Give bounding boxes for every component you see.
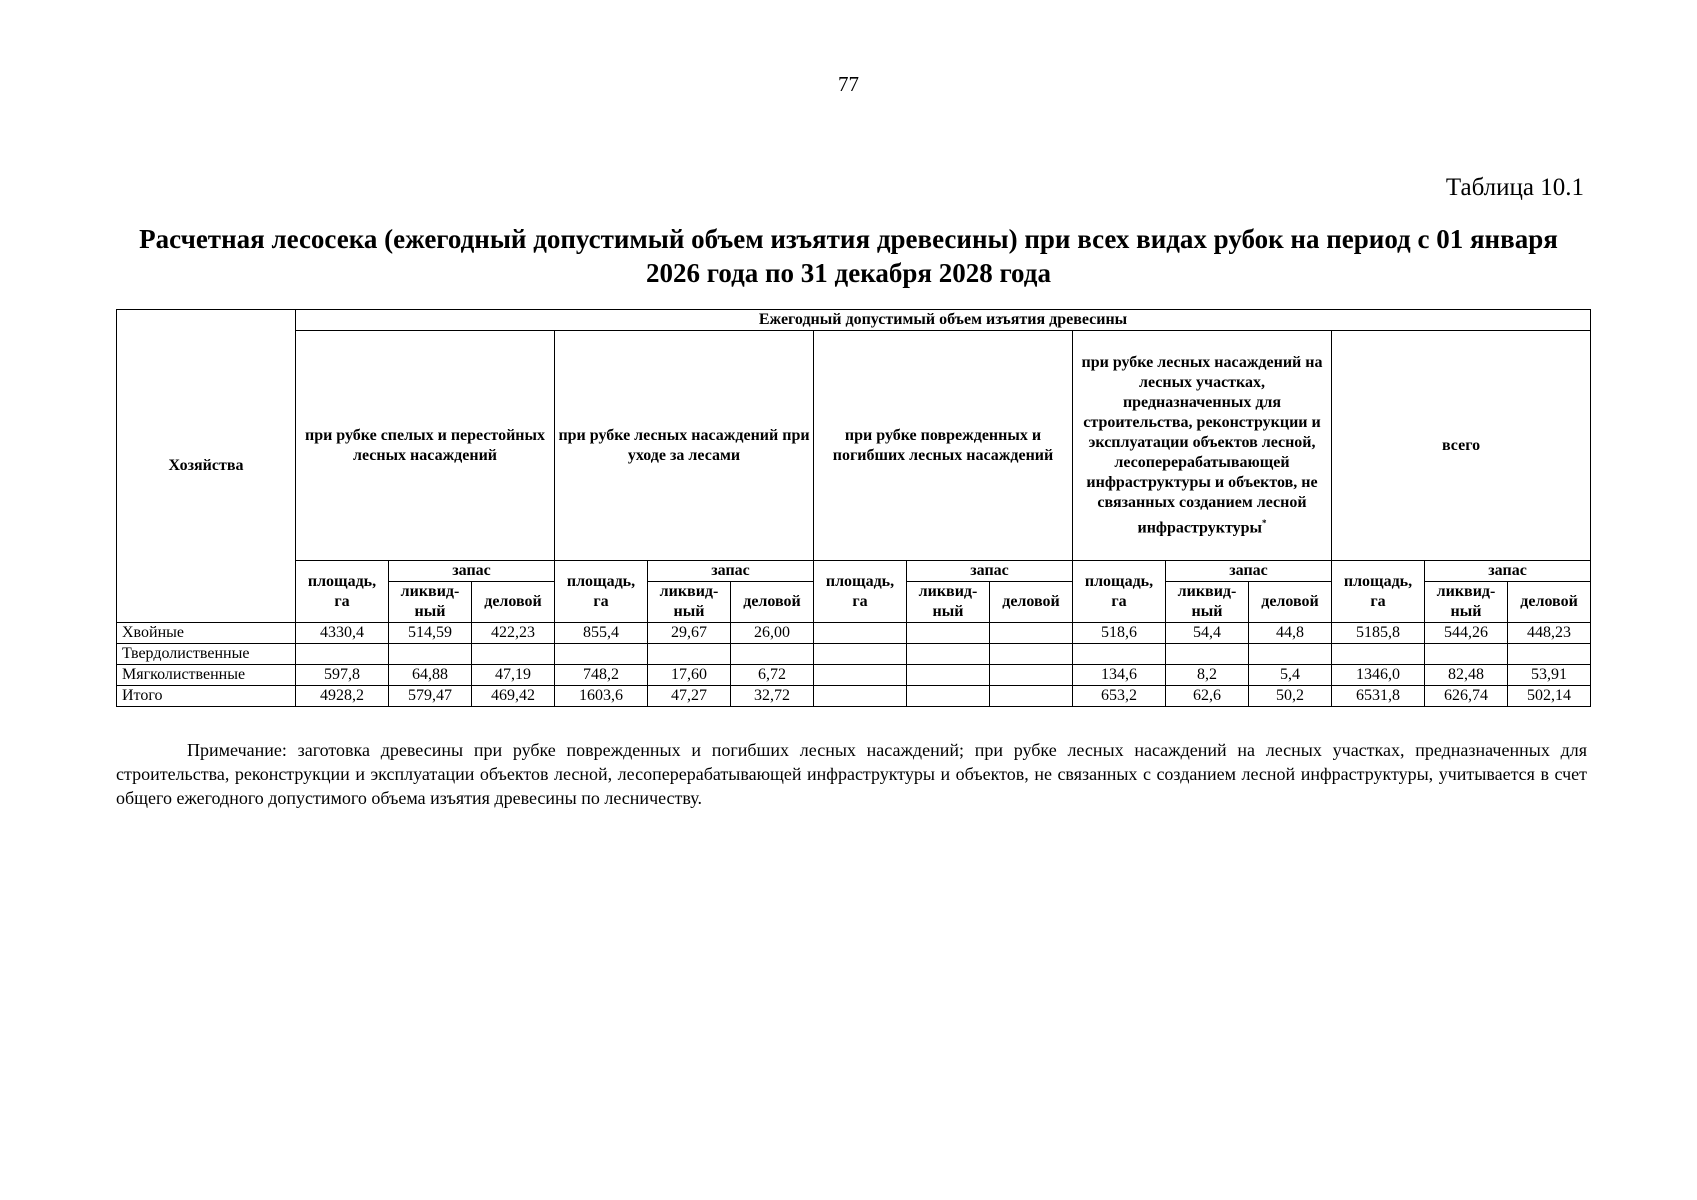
- table-label: Таблица 10.1: [1445, 174, 1584, 201]
- footnote-mark: *: [1262, 517, 1267, 528]
- subheader-liquid: ликвид-ный: [389, 582, 472, 623]
- table-cell: 6531,8: [1332, 686, 1425, 707]
- subheader-business: деловой: [472, 582, 555, 623]
- table-body: [117, 623, 1591, 707]
- table-cell: [907, 665, 990, 686]
- header-group-construction-text: при рубке лесных насаждений на лесных участках, предназначенных для строительства, реконструкции и эксплуатации объектов лесной, лесоперерабатывающей инфраструктуры и объектов, не связанных созданием лесной инфраструктуры: [1081, 353, 1323, 537]
- table-cell: [907, 623, 990, 644]
- document-title: Расчетная лесосека (ежегодный допустимый объем изъятия древесины) при всех видах рубок на период с 01 января 2026 года по 31 декабря 2028 года: [139, 224, 1558, 288]
- row-name: Твердолиственные: [117, 644, 296, 665]
- table-cell: [296, 644, 389, 665]
- subheader-area: площадь, га: [555, 561, 648, 623]
- header-hozyaistva: Хозяйства: [117, 310, 296, 623]
- header-group-thinning: при рубке лесных насаждений при уходе за лесами: [555, 331, 814, 561]
- header-group-damaged: при рубке поврежденных и погибших лесных насаждений: [814, 331, 1073, 561]
- subheader-area: площадь, га: [1332, 561, 1425, 623]
- header-annual-volume: Ежегодный допустимый объем изъятия древесины: [296, 310, 1591, 331]
- table-cell: [990, 665, 1073, 686]
- subheader-stock: запас: [389, 561, 555, 582]
- subheader-liquid: ликвид-ный: [1425, 582, 1508, 623]
- table-cell: 4330,4: [296, 623, 389, 644]
- table-cell: 1346,0: [1332, 665, 1425, 686]
- table-cell: 5185,8: [1332, 623, 1425, 644]
- table-row: [117, 665, 1591, 686]
- table-cell: [814, 623, 907, 644]
- table-cell: 855,4: [555, 623, 648, 644]
- subheader-stock: запас: [648, 561, 814, 582]
- table-cell: 82,48: [1425, 665, 1508, 686]
- table-cell: 44,8: [1249, 623, 1332, 644]
- table-cell: [1332, 644, 1425, 665]
- table-cell: [814, 665, 907, 686]
- table-cell: 6,72: [731, 665, 814, 686]
- table-cell: 448,23: [1508, 623, 1591, 644]
- note-paragraph: Примечание: заготовка древесины при рубке поврежденных и погибших лесных насаждений; при рубке лесных насаждений на лесных участках, предназначенных для строительства, реконструкции и эксплуатации объектов лесной, лесоперерабатывающей инфраструктуры и объектов, не связанных с созданием лесной инфраструктуры, учитывается в счет общего ежегодного допустимого объема изъятия древесины по лесничеству.: [116, 740, 1587, 808]
- table-cell: [990, 686, 1073, 707]
- table-cell: 653,2: [1073, 686, 1166, 707]
- table-cell: 29,67: [648, 623, 731, 644]
- subheader-area: площадь, га: [296, 561, 389, 623]
- subheader-liquid: ликвид-ный: [907, 582, 990, 623]
- table-cell: 626,74: [1425, 686, 1508, 707]
- table-cell: [1249, 644, 1332, 665]
- table-cell: 544,26: [1425, 623, 1508, 644]
- page-number: 77: [838, 72, 859, 96]
- table-cell: 47,27: [648, 686, 731, 707]
- header-group-total: всего: [1332, 331, 1591, 561]
- table-cell: 4928,2: [296, 686, 389, 707]
- table-cell: 579,47: [389, 686, 472, 707]
- table-cell: 64,88: [389, 665, 472, 686]
- subheader-area: площадь, га: [814, 561, 907, 623]
- subheader-business: деловой: [1249, 582, 1332, 623]
- header-group-mature: при рубке спелых и перестойных лесных насаждений: [296, 331, 555, 561]
- table-cell: [907, 686, 990, 707]
- subheader-liquid: ликвид-ный: [648, 582, 731, 623]
- table-cell: 422,23: [472, 623, 555, 644]
- subheader-business: деловой: [731, 582, 814, 623]
- table-cell: 47,19: [472, 665, 555, 686]
- table-cell: [907, 644, 990, 665]
- subheader-business: деловой: [990, 582, 1073, 623]
- table-cell: 62,6: [1166, 686, 1249, 707]
- header-group-construction: [1073, 331, 1332, 561]
- table-cell: 26,00: [731, 623, 814, 644]
- table-cell: 32,72: [731, 686, 814, 707]
- row-name: Хвойные: [117, 623, 296, 644]
- table-cell: 502,14: [1508, 686, 1591, 707]
- table-cell: [1073, 644, 1166, 665]
- row-name: Мягколиственные: [117, 665, 296, 686]
- allowable-cut-table: [116, 309, 1591, 707]
- table-cell: [1425, 644, 1508, 665]
- subheader-row-stock: [117, 561, 1591, 582]
- table-cell: [1166, 644, 1249, 665]
- table-cell: 597,8: [296, 665, 389, 686]
- subheader-business: деловой: [1508, 582, 1591, 623]
- table-cell: 8,2: [1166, 665, 1249, 686]
- table-cell: [990, 623, 1073, 644]
- subheader-area: площадь, га: [1073, 561, 1166, 623]
- table-row: [117, 623, 1591, 644]
- table-cell: 50,2: [1249, 686, 1332, 707]
- table-cell: 53,91: [1508, 665, 1591, 686]
- table-cell: [389, 644, 472, 665]
- table-cell: 1603,6: [555, 686, 648, 707]
- table-cell: [990, 644, 1073, 665]
- table-cell: 54,4: [1166, 623, 1249, 644]
- table-cell: [814, 644, 907, 665]
- table-cell: 518,6: [1073, 623, 1166, 644]
- table-cell: 17,60: [648, 665, 731, 686]
- table-cell: 514,59: [389, 623, 472, 644]
- table-row: [117, 644, 1591, 665]
- subheader-stock: запас: [1166, 561, 1332, 582]
- table-cell: [555, 644, 648, 665]
- table-cell: 5,4: [1249, 665, 1332, 686]
- table-row: [117, 686, 1591, 707]
- table-cell: [731, 644, 814, 665]
- table-cell: 469,42: [472, 686, 555, 707]
- subheader-stock: запас: [1425, 561, 1591, 582]
- table-cell: 134,6: [1073, 665, 1166, 686]
- row-name: Итого: [117, 686, 296, 707]
- table-cell: [1508, 644, 1591, 665]
- subheader-liquid: ликвид-ный: [1166, 582, 1249, 623]
- table-cell: [814, 686, 907, 707]
- table-cell: [648, 644, 731, 665]
- table-cell: [472, 644, 555, 665]
- table-cell: 748,2: [555, 665, 648, 686]
- subheader-stock: запас: [907, 561, 1073, 582]
